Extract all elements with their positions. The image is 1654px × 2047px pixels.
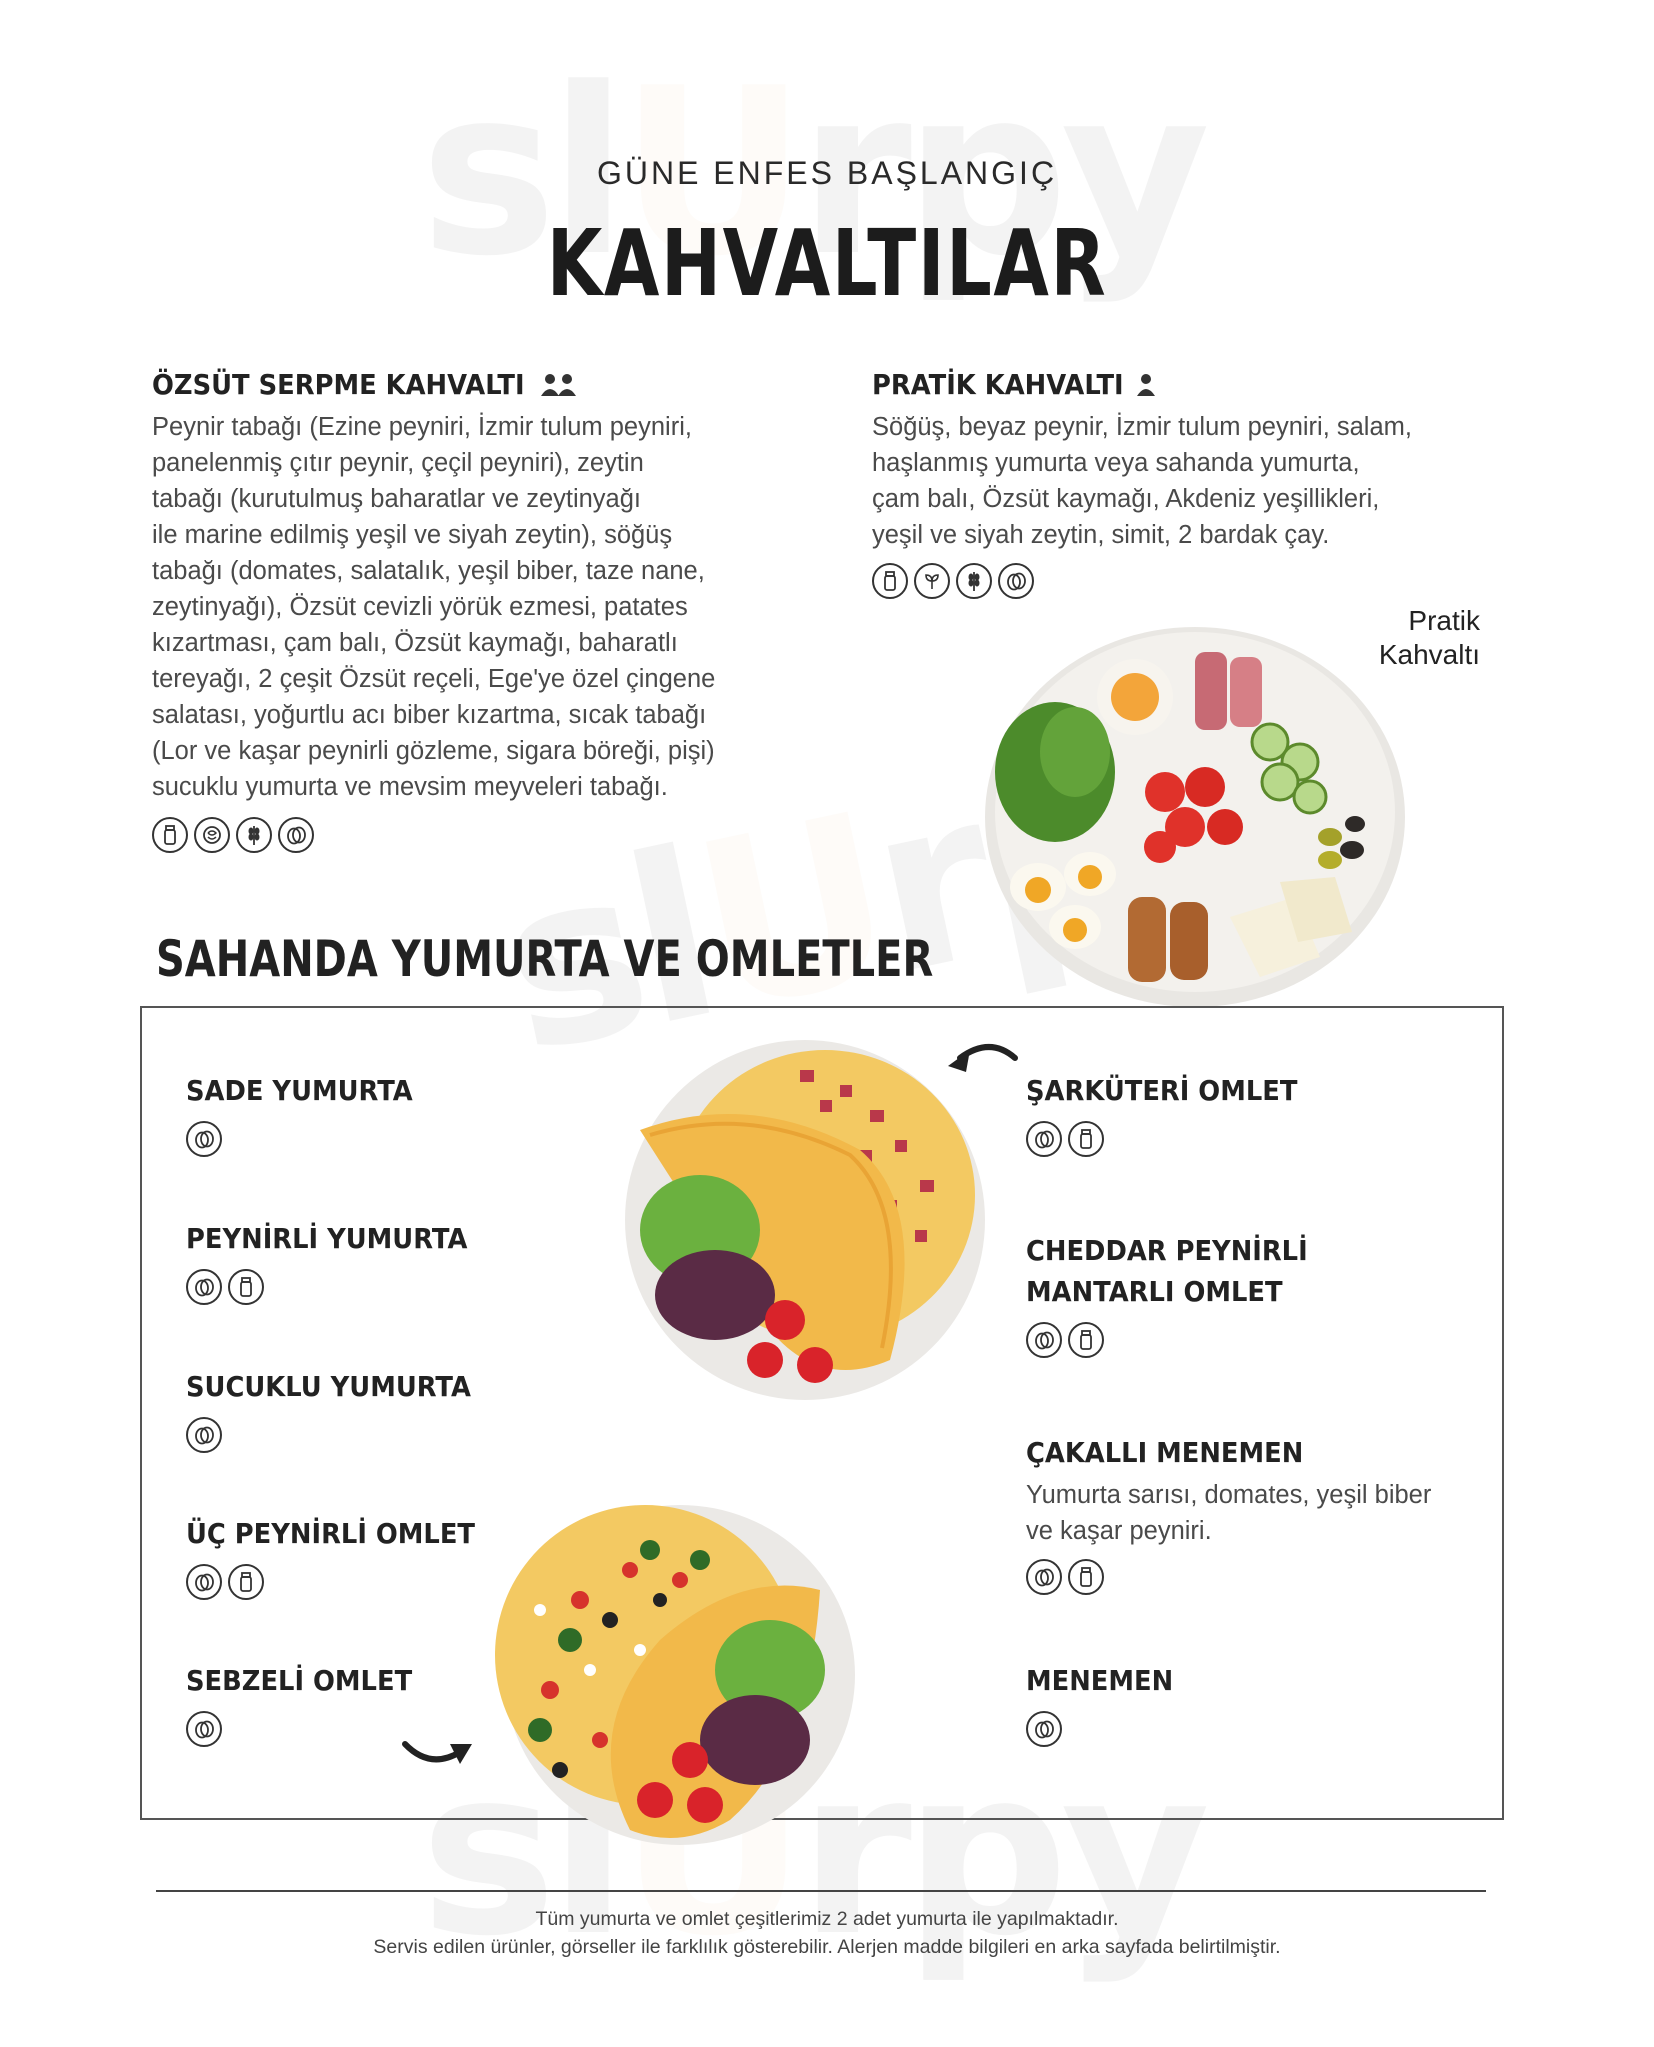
menu-item [1026,1234,1332,1358]
egg-icon [998,563,1034,599]
menu-item-name: PEYNİRLİ YUMURTA [186,1222,468,1255]
breakfast-ozsut-serpme [152,368,792,853]
pratik-breakfast-plate-image [980,612,1410,1012]
gluten-icon [236,817,272,853]
pratik-image-label: Pratik Kahvaltı [1378,605,1480,670]
allergen-icons [186,1711,432,1747]
breakfast-description: Peynir tabağı (Ezine peyniri, İzmir tulum peyniri, panelenmiş çıtır peynir, çeçil peyniri), zeytin tabağı (kurutulmuş baharatlar ve zeytinyağı ile marine edilmiş yeşil ve siyah zeytin), söğüş tabağı (domates, salatalık, yeşil biber, taze nane, zeytinyağı), Özsüt cevizli yörük ezmesi, patates kızartması, çam balı, Özsüt kaymağı, baharatlı tereyağı, 2 çeşit Özsüt reçeli, Ege'ye özel çingene salatası, yoğurtlu acı biber kızartma, sıcak tabağı (Lor ve kaşar peynirli gözleme, sigara böreği, pişi) sucuklu yumurta ve mevsim meyveleri tabağı. [152,413,716,801]
menu-item [1026,1074,1321,1157]
allergen-icons [1026,1322,1332,1358]
two-people-icon [539,373,579,397]
egg-icon [1026,1711,1062,1747]
arrow-to-vegetable-omelet-icon [400,1730,480,1780]
menu-item [186,1370,496,1453]
menu-item-description: Yumurta sarısı, domates, yeşil biber ve kaşar peyniri. [1026,1481,1432,1545]
egg-icon [186,1564,222,1600]
egg-icon [1026,1322,1062,1358]
menu-item-name: CHEDDAR PEYNİRLİ [1026,1234,1308,1267]
menu-item-name: ÜÇ PEYNİRLİ OMLET [186,1517,475,1550]
page-subtitle: GÜNE ENFES BAŞLANGIÇ [596,155,1058,191]
page-title: KAHVALTILAR [546,210,1108,317]
milk-icon [872,563,908,599]
allergen-icons [186,1269,492,1305]
allergen-icons [1026,1559,1431,1595]
menu-item-name: SEBZELİ OMLET [186,1664,413,1697]
breakfast-description: Söğüş, beyaz peynir, İzmir tulum peyniri, salam, haşlanmış yumurta veya sahanda yumurta, çam balı, Özsüt kaymağı, Akdeniz yeşillikleri, yeşil ve siyah zeytin, simit, 2 bardak çay. [872,413,1412,549]
egg-icon [186,1121,222,1157]
allergen-icons [186,1417,496,1453]
allergen-icons [1026,1121,1321,1157]
footer-divider [156,1890,1486,1892]
footer-note-eggs: Tüm yumurta ve omlet çeşitlerimiz 2 adet yumurta ile yapılmaktadır. [535,1908,1119,1930]
menu-item [186,1074,432,1157]
menu-item-name: MENEMEN [1026,1664,1174,1697]
menu-item-name: MANTARLI OMLET [1026,1275,1283,1308]
menu-item-name: SADE YUMURTA [186,1074,413,1107]
menu-item-name: ŞARKÜTERİ OMLET [1026,1074,1298,1107]
milk-icon [152,817,188,853]
charcuterie-omelet-image [620,1030,990,1410]
one-person-icon [1136,373,1156,397]
mustard-icon [914,563,950,599]
milk-icon [228,1269,264,1305]
milk-icon [1068,1322,1104,1358]
menu-item [186,1664,432,1747]
egg-icon [1026,1121,1062,1157]
nut-icon [194,817,230,853]
breakfast-name: ÖZSÜT SERPME KAHVALTI [152,368,525,401]
allergen-icons [186,1121,432,1157]
breakfast-name: PRATİK KAHVALTI [872,368,1124,401]
allergen-icons [1026,1711,1186,1747]
menu-item-name: ÇAKALLI MENEMEN [1026,1436,1304,1469]
milk-icon [1068,1559,1104,1595]
vegetable-omelet-image [480,1490,860,1850]
menu-item [186,1222,492,1305]
milk-icon [228,1564,264,1600]
milk-icon [1068,1121,1104,1157]
allergen-icons [152,817,792,853]
egg-icon [186,1711,222,1747]
footer-note-allergens: Servis edilen ürünler, görseller ile farklılık gösterebilir. Alerjen madde bilgileri en arka sayfada belirtilmiştir. [373,1936,1281,1958]
breakfast-pratik [872,368,1492,599]
arrow-to-charcuterie-icon [940,1036,1020,1086]
menu-item-name: SUCUKLU YUMURTA [186,1370,471,1403]
egg-icon [186,1269,222,1305]
section-title: SAHANDA YUMURTA VE OMLETLER [156,930,934,988]
menu-item [1026,1436,1431,1595]
menu-item [1026,1664,1186,1747]
egg-icon [278,817,314,853]
egg-icon [186,1417,222,1453]
egg-icon [1026,1559,1062,1595]
allergen-icons [872,563,1492,599]
menu-item [186,1517,500,1600]
allergen-icons [186,1564,500,1600]
gluten-icon [956,563,992,599]
